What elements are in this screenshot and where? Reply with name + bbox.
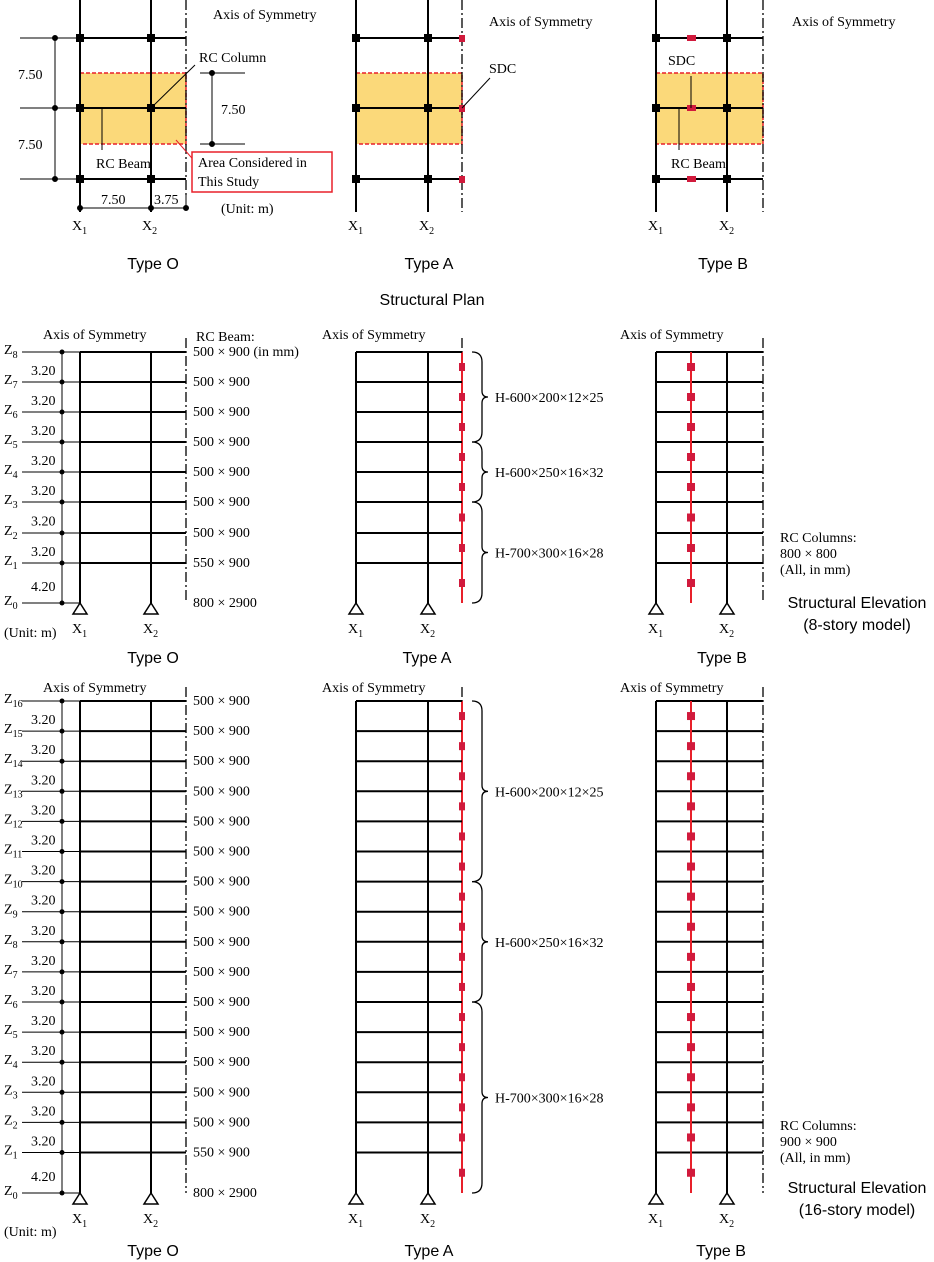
e8-b-sdc-mark bbox=[687, 453, 695, 461]
e16-story-height: 3.20 bbox=[31, 863, 56, 879]
e8-brace bbox=[472, 502, 488, 603]
e8-a-grid-label: $X_2$ bbox=[420, 622, 436, 640]
x2-label: X bbox=[419, 219, 430, 234]
e8-a-axis-label: Axis of Symmetry bbox=[322, 328, 426, 343]
e16-type-o-title: Type O bbox=[127, 1243, 179, 1260]
e16-a-sdc-mark bbox=[459, 712, 465, 720]
plan-grid-labels bbox=[72, 219, 734, 237]
e8-b-sdc-mark bbox=[687, 544, 695, 552]
e8-a-sdc-mark bbox=[459, 453, 465, 461]
e8-a-sdc-mark bbox=[459, 483, 465, 491]
e16-a-axis-label: Axis of Symmetry bbox=[322, 681, 426, 696]
e16-type-b-title: Type B bbox=[696, 1243, 746, 1260]
e8-level-label: $Z_2$ bbox=[4, 524, 18, 542]
e16-b-sdc-mark bbox=[687, 832, 695, 840]
e16-o-grid-label: $X_2$ bbox=[143, 1212, 159, 1230]
e16-beam-size: 500 × 900 bbox=[193, 934, 250, 950]
e8-a-sdc-mark bbox=[459, 363, 465, 371]
e16-level-dot bbox=[60, 729, 65, 734]
e16-col-note-2: 900 × 900 bbox=[780, 1135, 837, 1150]
e16-brace bbox=[472, 1002, 488, 1193]
e16-level-label: $Z_2$ bbox=[4, 1113, 18, 1132]
e8-story-height: 3.20 bbox=[31, 364, 56, 379]
e16-story-height: 3.20 bbox=[31, 1074, 56, 1090]
e8-rc-beam-title: RC Beam: bbox=[196, 330, 255, 345]
e8-level-label: $Z_1$ bbox=[4, 554, 18, 572]
e16-story-height: 3.20 bbox=[31, 1134, 56, 1150]
e16-a-sdc-mark bbox=[459, 1013, 465, 1021]
e16-level-dot bbox=[60, 969, 65, 974]
e16-beam-size: 500 × 900 bbox=[193, 1025, 250, 1041]
e8-a-support-1 bbox=[349, 603, 363, 614]
e16-a-sdc-mark bbox=[459, 983, 465, 991]
plan-type-b-title: Type B bbox=[698, 256, 748, 273]
e16-a-sdc-mark bbox=[459, 772, 465, 780]
svg-text:X2 bbox=[142, 219, 157, 237]
e8-level-label: $Z_8$ bbox=[4, 343, 18, 361]
x1-label: X bbox=[648, 219, 659, 234]
plan-o-axis-label: Axis of Symmetry bbox=[213, 8, 317, 23]
e16-beam-size: 500 × 900 bbox=[193, 694, 250, 709]
e16-b-support-2 bbox=[720, 1193, 734, 1204]
e8-b-sdc-mark bbox=[687, 393, 695, 401]
e16-level-dot bbox=[60, 1191, 65, 1196]
e8-type-o-title: Type O bbox=[127, 650, 179, 667]
e16-level-dot bbox=[60, 1120, 65, 1125]
e16-level-dot bbox=[60, 1030, 65, 1035]
dim-h2: 3.75 bbox=[154, 193, 179, 208]
e8-story-height: 3.20 bbox=[31, 484, 56, 499]
e16-beam-size: 500 × 900 bbox=[193, 1055, 250, 1071]
e16-story-height: 3.20 bbox=[31, 773, 56, 789]
e16-beam-size: 500 × 900 bbox=[193, 1115, 250, 1131]
e16-story-height: 3.20 bbox=[31, 713, 56, 729]
e16-a-sdc-mark bbox=[459, 923, 465, 931]
svg-text:X2 bbox=[719, 219, 734, 237]
plan-b-axis-label: Axis of Symmetry bbox=[792, 15, 896, 30]
e16-b-sdc-mark bbox=[687, 863, 695, 871]
e16-a-sdc-mark bbox=[459, 893, 465, 901]
e8-a-sdc-mark bbox=[459, 393, 465, 401]
e8-a-grid-label: $X_1$ bbox=[348, 622, 364, 640]
e16-b-sdc-mark bbox=[687, 1043, 695, 1051]
area-label-line2: This Study bbox=[198, 175, 260, 190]
e16-sdc-section: H-700×300×16×28 bbox=[495, 1091, 604, 1107]
e16-o-axis-label: Axis of Symmetry bbox=[43, 681, 147, 696]
x2-label: X bbox=[719, 219, 730, 234]
e8-beam-size: 800 × 2900 bbox=[193, 596, 257, 611]
plan-a-axis-label: Axis of Symmetry bbox=[489, 15, 593, 30]
e16-b-sdc-mark bbox=[687, 1103, 695, 1111]
e8-a-sdc-mark bbox=[459, 579, 465, 587]
e16-sdc-section: H-600×250×16×32 bbox=[495, 935, 604, 951]
plan-type-o-title: Type O bbox=[127, 256, 179, 273]
e16-level-label: $Z_1$ bbox=[4, 1143, 18, 1162]
svg-text:X2 bbox=[419, 219, 434, 237]
e16-b-sdc-mark bbox=[687, 1133, 695, 1141]
e8-b-sdc-mark bbox=[687, 423, 695, 431]
e16-beam-size: 500 × 900 bbox=[193, 1085, 250, 1101]
e16-level-label: $Z_{16}$ bbox=[4, 692, 23, 710]
e16-beam-size: 500 × 900 bbox=[193, 964, 250, 980]
e8-b-grid-label: $X_1$ bbox=[648, 622, 664, 640]
e16-beam-size: 500 × 900 bbox=[193, 874, 250, 890]
e16-a-support-2 bbox=[421, 1193, 435, 1204]
e8-level-label: $Z_5$ bbox=[4, 433, 18, 451]
e16-b-sdc-mark bbox=[687, 953, 695, 961]
plan-panel bbox=[80, 0, 763, 212]
e16-col-note-1: RC Columns: bbox=[780, 1119, 857, 1134]
e16-level-dot bbox=[60, 1060, 65, 1065]
e8-beam-size: 500 × 900 bbox=[193, 526, 250, 541]
e16-beam-size: 500 × 900 bbox=[193, 784, 250, 800]
e8-col-note-1: RC Columns: bbox=[780, 531, 857, 546]
e8-level-dot bbox=[60, 350, 65, 355]
e16-b-support-1 bbox=[649, 1193, 663, 1204]
x1-sub: 1 bbox=[358, 226, 364, 237]
e16-col-note-3: (All, in mm) bbox=[780, 1151, 851, 1166]
e16-beam-size: 800 × 2900 bbox=[193, 1186, 257, 1201]
e16-b-sdc-mark bbox=[687, 1073, 695, 1081]
e8-a-sdc-mark bbox=[459, 423, 465, 431]
e16-level-dot bbox=[60, 939, 65, 944]
e16-unit: (Unit: m) bbox=[4, 1225, 57, 1240]
e16-beam-size: 500 × 900 bbox=[193, 754, 250, 770]
e8-story-height: 3.20 bbox=[31, 545, 56, 560]
area-label-line1: Area Considered in bbox=[198, 156, 307, 171]
e16-beam-size: 500 × 900 bbox=[193, 814, 250, 830]
e8-level-label: $Z_7$ bbox=[4, 373, 18, 391]
e8-b-grid-label: $X_2$ bbox=[719, 622, 735, 640]
dim-v2: 7.50 bbox=[18, 138, 43, 153]
e16-b-grid-label: $X_2$ bbox=[719, 1212, 735, 1230]
e16-beam-size: 500 × 900 bbox=[193, 724, 250, 740]
e8-beam-size: 550 × 900 bbox=[193, 556, 250, 571]
e16-a-sdc-mark bbox=[459, 742, 465, 750]
svg-text:X1 bbox=[72, 219, 87, 237]
e8-a-sdc-mark bbox=[459, 514, 465, 522]
dim-v1: 7.50 bbox=[18, 68, 43, 83]
e16-story-height: 3.20 bbox=[31, 893, 56, 909]
e16-o-support-2 bbox=[144, 1193, 158, 1204]
e16-b-sdc-mark bbox=[687, 772, 695, 780]
e8-a-support-2 bbox=[421, 603, 435, 614]
e16-o-support-1 bbox=[73, 1193, 87, 1204]
e16-level-dot bbox=[60, 849, 65, 854]
e8-b-sdc-mark bbox=[687, 514, 695, 522]
e16-a-sdc-mark bbox=[459, 802, 465, 810]
e16-brace bbox=[472, 882, 488, 1002]
e16-level-dot bbox=[60, 759, 65, 764]
e8-a-sdc-mark bbox=[459, 544, 465, 552]
e8-b-axis-label: Axis of Symmetry bbox=[620, 328, 724, 343]
elevation-8-story bbox=[4, 338, 763, 640]
e8-level-dot bbox=[60, 440, 65, 445]
e8-b-support-1 bbox=[649, 603, 663, 614]
e16-story-height: 3.20 bbox=[31, 953, 56, 969]
e16-level-dot bbox=[60, 819, 65, 824]
e16-level-dot bbox=[60, 1150, 65, 1155]
e16-a-grid-label: $X_1$ bbox=[348, 1212, 364, 1230]
e16-level-label: $Z_8$ bbox=[4, 932, 18, 951]
e8-beam-size: 500 × 900 bbox=[193, 405, 250, 420]
e8-b-sdc-mark bbox=[687, 483, 695, 491]
dim-v-mid: 7.50 bbox=[221, 103, 246, 118]
e8-b-sdc-mark bbox=[687, 363, 695, 371]
e8-beam-size: 500 × 900 bbox=[193, 375, 250, 390]
e8-b-sdc-mark bbox=[687, 579, 695, 587]
elevation-16-story bbox=[4, 687, 763, 1230]
e8-o-grid-label: $X_2$ bbox=[143, 622, 159, 640]
e16-beam-size: 500 × 900 bbox=[193, 844, 250, 860]
e16-story-height: 3.20 bbox=[31, 833, 56, 849]
e16-story-height: 3.20 bbox=[31, 923, 56, 939]
x2-label: X bbox=[142, 219, 153, 234]
e16-b-sdc-mark bbox=[687, 742, 695, 750]
e16-level-label: $Z_{12}$ bbox=[4, 812, 23, 831]
e16-a-sdc-mark bbox=[459, 953, 465, 961]
plan-type-a-title: Type A bbox=[404, 256, 454, 273]
e16-story-height: 3.20 bbox=[31, 743, 56, 759]
e8-level-label: $Z_0$ bbox=[4, 594, 18, 612]
e8-brace bbox=[472, 352, 488, 442]
e16-a-sdc-mark bbox=[459, 1103, 465, 1111]
e16-a-sdc-mark bbox=[459, 1043, 465, 1051]
e8-story-height: 3.20 bbox=[31, 394, 56, 409]
e8-beam-size: 500 × 900 bbox=[193, 465, 250, 480]
plan-b-sdc-label: SDC bbox=[668, 54, 696, 69]
e8-beam-size: 500 × 900 (in mm) bbox=[193, 345, 299, 360]
e8-level-label: $Z_6$ bbox=[4, 403, 18, 421]
e16-brace bbox=[472, 701, 488, 882]
e16-level-label: $Z_4$ bbox=[4, 1053, 18, 1072]
dim-h1: 7.50 bbox=[101, 193, 126, 208]
e8-o-support-2 bbox=[144, 603, 158, 614]
e16-b-sdc-mark bbox=[687, 1169, 695, 1177]
e8-level-dot bbox=[60, 531, 65, 536]
x2-sub: 2 bbox=[429, 226, 435, 237]
e16-b-sdc-mark bbox=[687, 802, 695, 810]
e16-level-dot bbox=[60, 699, 65, 704]
e8-story-height: 3.20 bbox=[31, 514, 56, 530]
e16-level-dot bbox=[60, 1090, 65, 1095]
plan-o-rc-beam-label: RC Beam bbox=[96, 157, 151, 172]
svg-text:X1 bbox=[648, 219, 663, 237]
e8-type-a-title: Type A bbox=[402, 650, 452, 667]
e16-level-dot bbox=[60, 879, 65, 884]
x1-label: X bbox=[348, 219, 359, 234]
e8-beam-size: 500 × 900 bbox=[193, 495, 250, 510]
e16-level-dot bbox=[60, 909, 65, 914]
e8-unit: (Unit: m) bbox=[4, 626, 57, 641]
e16-b-grid-label: $X_1$ bbox=[648, 1212, 664, 1230]
e16-story-height: 3.20 bbox=[31, 983, 56, 999]
e16-caption-2: (16-story model) bbox=[798, 1202, 916, 1219]
e16-level-dot bbox=[60, 789, 65, 794]
e8-o-axis-label: Axis of Symmetry bbox=[43, 328, 147, 343]
x2-sub: 2 bbox=[729, 226, 735, 237]
e8-o-support-1 bbox=[73, 603, 87, 614]
e8-sdc-section: H-600×250×16×32 bbox=[495, 466, 604, 481]
x2-sub: 2 bbox=[152, 226, 158, 237]
e16-a-grid-label: $X_2$ bbox=[420, 1212, 436, 1230]
plan-unit: (Unit: m) bbox=[221, 202, 274, 217]
e16-story-height: 3.20 bbox=[31, 1044, 56, 1060]
e16-level-label: $Z_6$ bbox=[4, 993, 18, 1011]
e16-level-label: $Z_{15}$ bbox=[4, 722, 23, 741]
e8-o-grid-label: $X_1$ bbox=[72, 622, 88, 640]
e16-level-label: $Z_{11}$ bbox=[4, 842, 23, 861]
e16-sdc-section: H-600×200×12×25 bbox=[495, 785, 604, 801]
e8-level-label: $Z_4$ bbox=[4, 463, 18, 481]
e16-b-sdc-mark bbox=[687, 893, 695, 901]
e8-caption-1: Structural Elevation bbox=[787, 595, 927, 612]
e16-beam-size: 500 × 900 bbox=[193, 995, 250, 1010]
e16-beam-size: 500 × 900 bbox=[193, 904, 250, 920]
e8-col-note-2: 800 × 800 bbox=[780, 547, 837, 562]
e8-type-b-title: Type B bbox=[697, 650, 747, 667]
e16-beam-size: 550 × 900 bbox=[193, 1145, 250, 1161]
e16-a-sdc-mark bbox=[459, 1073, 465, 1081]
e16-a-support-1 bbox=[349, 1193, 363, 1204]
e16-a-sdc-mark bbox=[459, 832, 465, 840]
e8-level-dot bbox=[60, 561, 65, 566]
e16-a-sdc-mark bbox=[459, 863, 465, 871]
e16-b-sdc-mark bbox=[687, 1013, 695, 1021]
e8-story-height: 3.20 bbox=[31, 424, 56, 439]
e16-caption-1: Structural Elevation bbox=[787, 1180, 927, 1197]
e16-level-label: $Z_0$ bbox=[4, 1184, 18, 1202]
e16-a-sdc-mark bbox=[459, 1169, 465, 1177]
e8-brace bbox=[472, 442, 488, 502]
e8-level-dot bbox=[60, 500, 65, 505]
rc-column-label: RC Column bbox=[199, 51, 267, 66]
e8-col-note-3: (All, in mm) bbox=[780, 563, 851, 578]
e16-level-label: $Z_3$ bbox=[4, 1083, 18, 1102]
e16-story-height: 3.20 bbox=[31, 1104, 56, 1120]
plan-b-rc-beam-label: RC Beam bbox=[671, 157, 726, 172]
x1-sub: 1 bbox=[658, 226, 664, 237]
e16-b-axis-label: Axis of Symmetry bbox=[620, 681, 724, 696]
e8-caption-2: (8-story model) bbox=[803, 617, 911, 634]
e16-story-height: 3.20 bbox=[31, 1014, 56, 1030]
e16-level-label: $Z_5$ bbox=[4, 1023, 18, 1042]
e16-level-dot bbox=[60, 1000, 65, 1005]
e8-beam-size: 500 × 900 bbox=[193, 435, 250, 450]
e16-a-sdc-mark bbox=[459, 1133, 465, 1141]
e16-b-sdc-mark bbox=[687, 923, 695, 931]
plan-a-sdc-label: SDC bbox=[489, 62, 517, 77]
e16-story-height: 3.20 bbox=[31, 803, 56, 819]
e8-story-height: 3.20 bbox=[31, 454, 56, 469]
e16-b-sdc-mark bbox=[687, 983, 695, 991]
plan-caption: Structural Plan bbox=[379, 292, 485, 309]
e8-b-support-2 bbox=[720, 603, 734, 614]
e16-level-label: $Z_{14}$ bbox=[4, 752, 23, 771]
e16-o-grid-label: $X_1$ bbox=[72, 1212, 88, 1230]
e8-level-dot bbox=[60, 380, 65, 385]
e8-sdc-section: H-700×300×16×28 bbox=[495, 546, 604, 562]
e16-story-height: 4.20 bbox=[31, 1169, 56, 1185]
e16-b-sdc-mark bbox=[687, 712, 695, 720]
e16-level-label: $Z_{13}$ bbox=[4, 782, 23, 801]
e16-level-label: $Z_9$ bbox=[4, 902, 18, 921]
e16-type-a-title: Type A bbox=[404, 1243, 454, 1260]
e8-level-label: $Z_3$ bbox=[4, 493, 18, 511]
e8-level-dot bbox=[60, 410, 65, 415]
e16-level-label: $Z_{10}$ bbox=[4, 872, 23, 891]
x1-label: X bbox=[72, 219, 83, 234]
e8-sdc-section: H-600×200×12×25 bbox=[495, 391, 604, 406]
e8-level-dot bbox=[60, 470, 65, 475]
e16-level-label: $Z_7$ bbox=[4, 962, 18, 981]
e8-story-height: 4.20 bbox=[31, 580, 56, 595]
e8-level-dot bbox=[60, 601, 65, 606]
svg-text:X1 bbox=[348, 219, 363, 237]
x1-sub: 1 bbox=[82, 226, 88, 237]
